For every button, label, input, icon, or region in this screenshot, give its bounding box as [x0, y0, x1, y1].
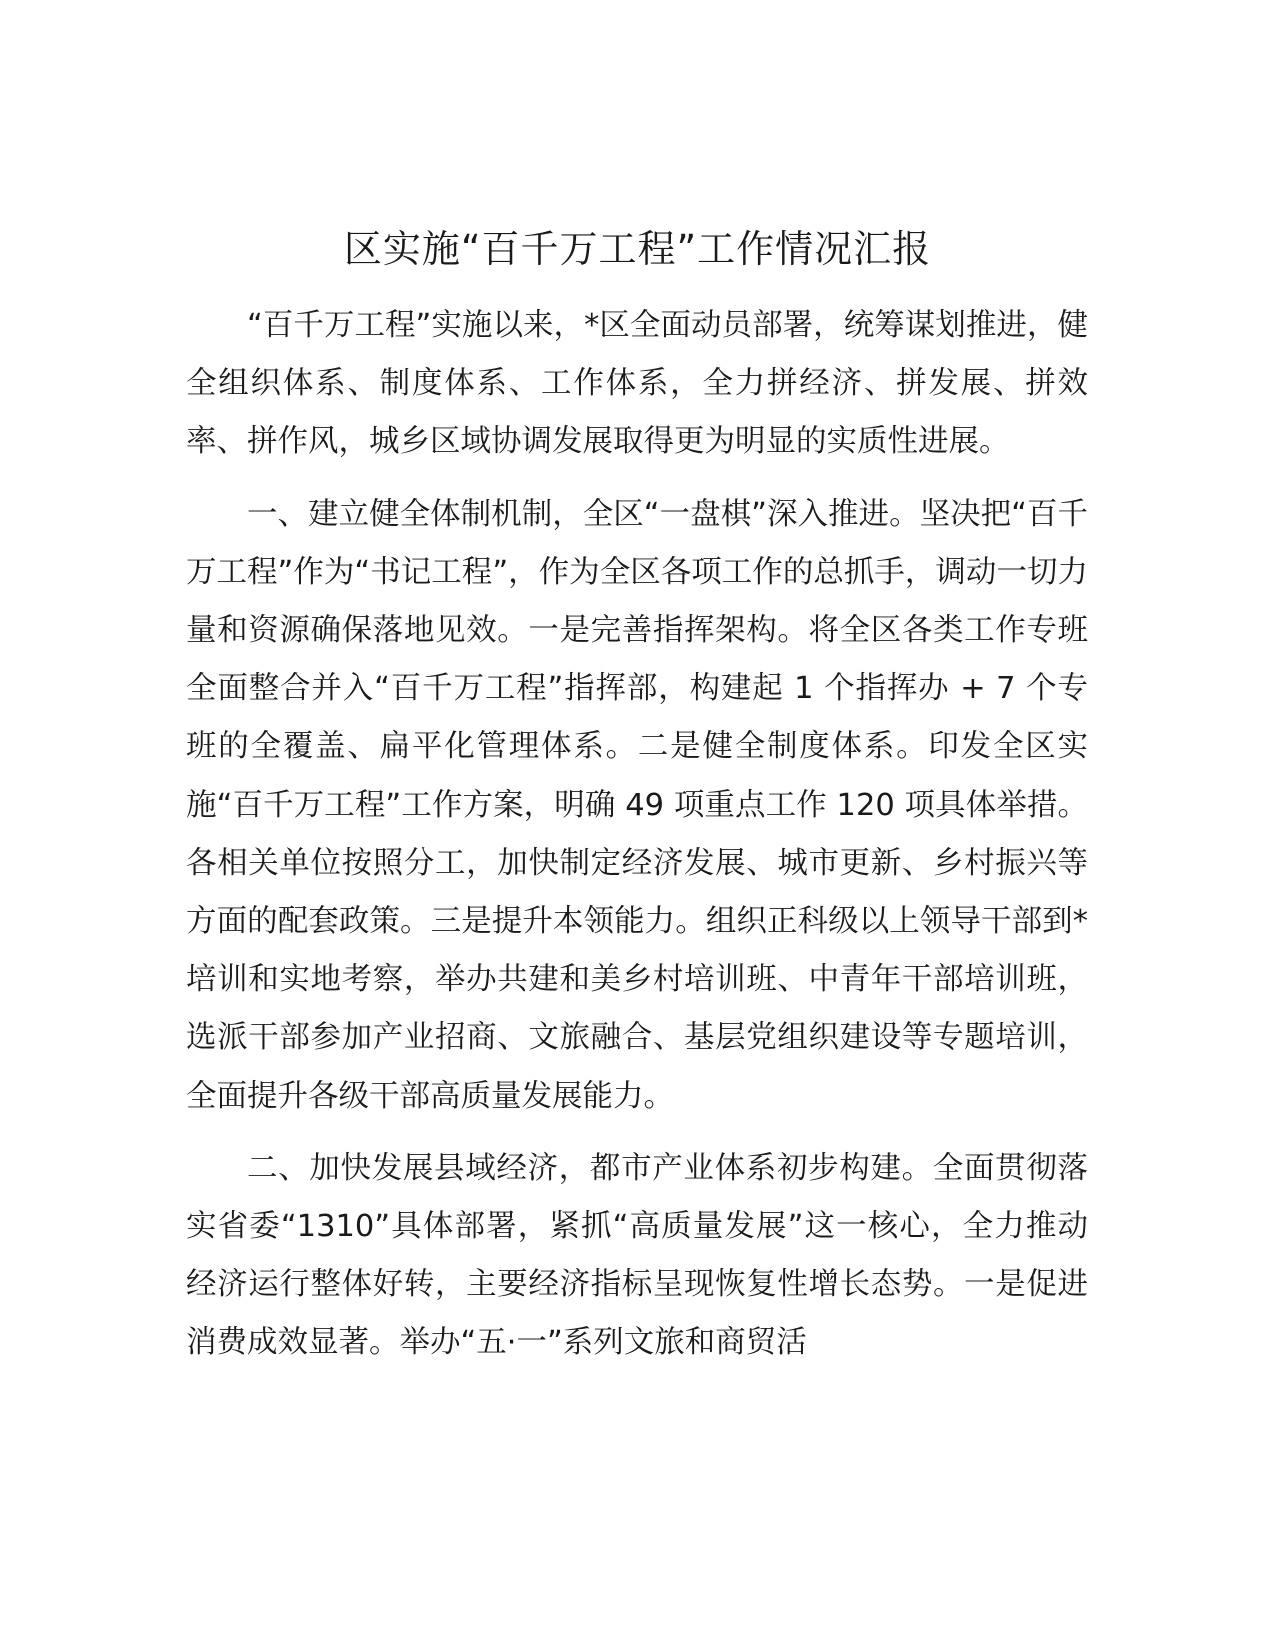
document-title: 区实施“百千万工程”工作情况汇报 — [343, 227, 932, 271]
section-one-paragraph: 一、建立健全体制机制，全区“一盘棋”深入推进。坚决把“百千万工程”作为“书记工程”，作为全区各项工作的总抓手，调动一切力量和资源确保落地见效。一是完善指挥架构。将全区各类工作专班全面整合并入“百千万工程”指挥部，构建起 1 个指挥办 + 7 个专班的全覆盖、扁平化管理体系。二是健全制度体系。印发全区实施“百千万工程”工作方案，明确 49 项重点工作 120 项具体举措。各相关单位按照分工，加快制定经济发展、城市更新、乡村振兴等方面的配套政策。三是提升本领能力。组织正科级以上领导干部到*培训和实地考察，举办共建和美乡村培训班、中青年干部培训班，选派干部参加产业招商、文旅融合、基层党组织建设等专题培训，全面提升各级干部高质量发展能力。 — [186, 496, 1088, 1114]
intro-paragraph: “百千万工程”实施以来，*区全面动员部署，统筹谋划推进，健全组织体系、制度体系、工作体系，全力拼经济、拼发展、拼效率、拼作风，城乡区域协调发展取得更为明显的实质性进展。 — [186, 308, 1088, 460]
section-two-paragraph: 二、加快发展县域经济，都市产业体系初步构建。全面贯彻落实省委“1310”具体部署，紧抓“高质量发展”这一核心，全力推动经济运行整体好转，主要经济指标呈现恢复性增长态势。一是促进消费成效显著。举办“五·一”系列文旅和商贸活 — [186, 1150, 1088, 1361]
document-body — [186, 297, 1088, 1387]
